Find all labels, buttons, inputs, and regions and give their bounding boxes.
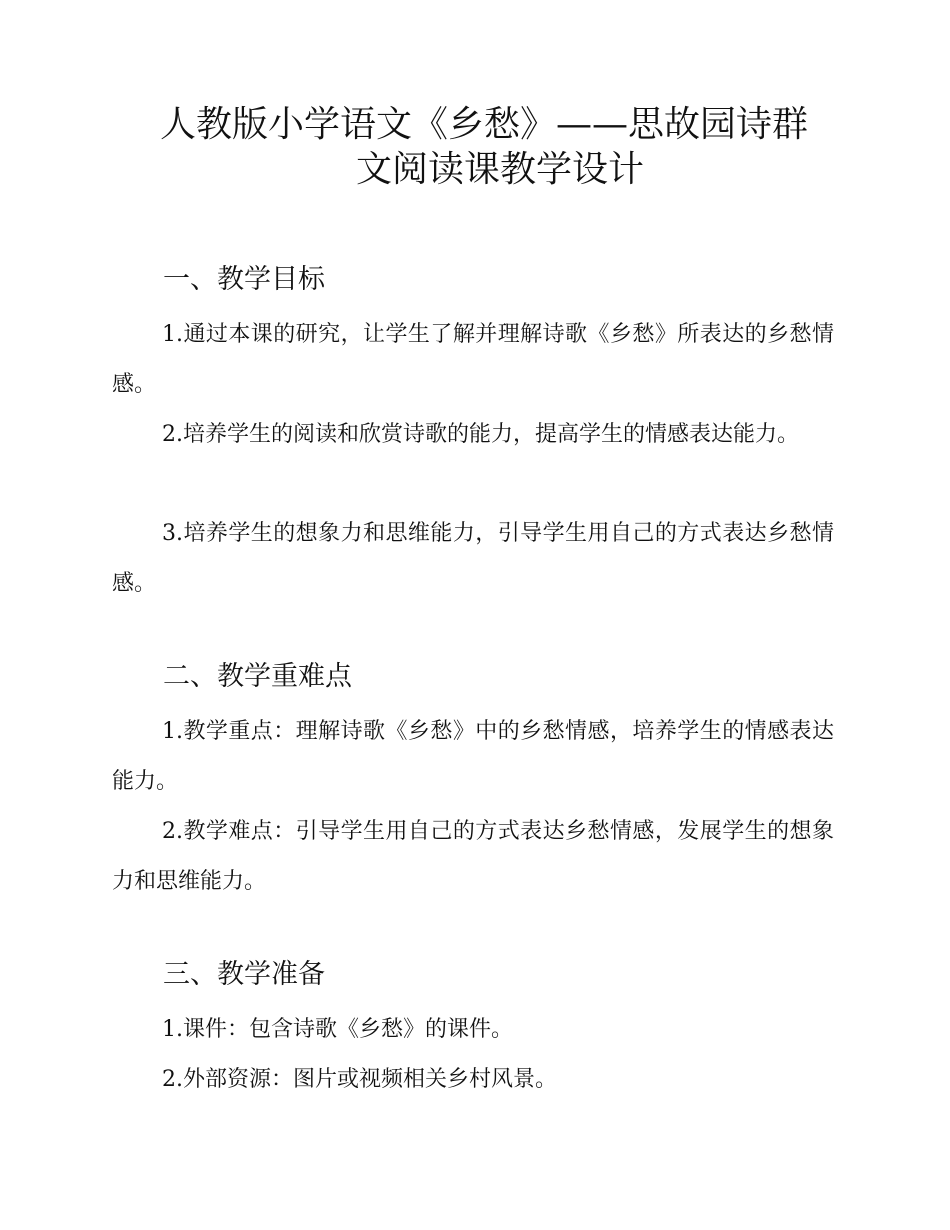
section-heading-key-difficult-points: 二、教学重难点 [163,661,352,692]
section-heading-teaching-goals: 一、教学目标 [163,264,325,295]
document-title-line-1: 人教版小学语文《乡愁》——思故园诗群 [160,104,809,145]
goal-item-2: 2.培养学生的阅读和欣赏诗歌的能力，提高学生的情感表达能力。 [162,422,799,447]
key-point-item-1: 1.教学重点：理解诗歌《乡愁》中的乡愁情感，培养学生的情感表达能力。 [112,719,834,794]
goal-item-1: 1.通过本课的研究，让学生了解并理解诗歌《乡愁》所表达的乡愁情感。 [112,322,834,397]
goal-item-3: 3.培养学生的想象力和思维能力，引导学生用自己的方式表达乡愁情感。 [112,521,834,596]
section-heading-teaching-preparation: 三、教学准备 [163,959,325,990]
preparation-item-1: 1.课件：包含诗歌《乡愁》的课件。 [162,1017,513,1042]
key-point-item-2: 2.教学难点：引导学生用自己的方式表达乡愁情感，发展学生的想象力和思维能力。 [112,819,834,894]
preparation-item-2: 2.外部资源：图片或视频相关乡村风景。 [162,1067,557,1092]
document-title-line-2: 文阅读课教学设计 [355,149,644,190]
